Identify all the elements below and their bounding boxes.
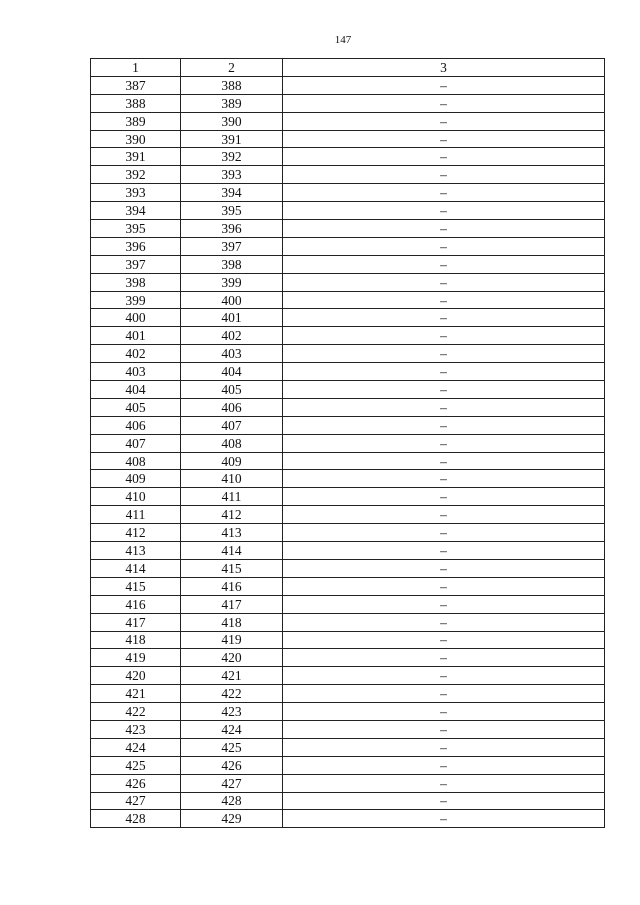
table-cell-col3: – (283, 273, 605, 291)
table-row (91, 595, 605, 613)
table-row (91, 166, 605, 184)
table-row (91, 112, 605, 130)
page-number: 147 (334, 34, 352, 46)
table-row (91, 291, 605, 309)
table-cell-col1: 406 (91, 416, 181, 434)
table-cell-col3: – (283, 470, 605, 488)
table-cell-col3: – (283, 381, 605, 399)
table-cell-col2: 424 (181, 720, 283, 738)
table-row (91, 631, 605, 649)
table-row (91, 309, 605, 327)
table-cell-col2: 422 (181, 685, 283, 703)
table-cell-col1: 422 (91, 703, 181, 721)
table-cell-col2: 401 (181, 309, 283, 327)
table-row (91, 720, 605, 738)
table-cell-col3: – (283, 577, 605, 595)
table-cell-col2: 423 (181, 703, 283, 721)
table-cell-col3: – (283, 667, 605, 685)
table-row (91, 613, 605, 631)
table-cell-col2: 419 (181, 631, 283, 649)
table-cell-col1: 399 (91, 291, 181, 309)
table-cell-col2: 427 (181, 774, 283, 792)
table-cell-col2: 400 (181, 291, 283, 309)
table-header (91, 59, 605, 77)
table-row (91, 416, 605, 434)
table-cell-col3: – (283, 255, 605, 273)
table-cell-col3: – (283, 810, 605, 828)
table-cell-col3: – (283, 542, 605, 560)
table-cell-col1: 415 (91, 577, 181, 595)
table-cell-col3: – (283, 327, 605, 345)
table-cell-col1: 420 (91, 667, 181, 685)
table-cell-col2: 398 (181, 255, 283, 273)
table-cell-col1: 409 (91, 470, 181, 488)
table-row (91, 434, 605, 452)
table-cell-col3: – (283, 130, 605, 148)
table-cell-col3: – (283, 595, 605, 613)
table-cell-col3: – (283, 703, 605, 721)
table-row (91, 148, 605, 166)
table-cell-col2: 413 (181, 524, 283, 542)
table-row (91, 130, 605, 148)
table-cell-col2: 408 (181, 434, 283, 452)
table-cell-col1: 401 (91, 327, 181, 345)
table-cell-col2: 388 (181, 76, 283, 94)
table-cell-col2: 415 (181, 559, 283, 577)
table-cell-col3: – (283, 291, 605, 309)
table-cell-col3: – (283, 398, 605, 416)
table-cell-col2: 392 (181, 148, 283, 166)
table-row (91, 649, 605, 667)
table-cell-col2: 395 (181, 202, 283, 220)
table-cell-col1: 388 (91, 94, 181, 112)
table-row (91, 202, 605, 220)
table-cell-col2: 396 (181, 220, 283, 238)
table-cell-col1: 393 (91, 184, 181, 202)
data-table (90, 58, 605, 828)
table-row (91, 667, 605, 685)
table-cell-col3: – (283, 738, 605, 756)
table-cell-col2: 412 (181, 506, 283, 524)
table-row (91, 810, 605, 828)
table-row (91, 220, 605, 238)
table-row (91, 452, 605, 470)
table-cell-col1: 426 (91, 774, 181, 792)
column-header-2: 2 (181, 59, 283, 77)
table-row (91, 398, 605, 416)
table-cell-col3: – (283, 345, 605, 363)
table-cell-col3: – (283, 613, 605, 631)
table-cell-col3: – (283, 363, 605, 381)
table-cell-col1: 400 (91, 309, 181, 327)
table-cell-col1: 407 (91, 434, 181, 452)
table-cell-col3: – (283, 416, 605, 434)
table-cell-col3: – (283, 184, 605, 202)
table-cell-col1: 421 (91, 685, 181, 703)
table-cell-col3: – (283, 756, 605, 774)
table-cell-col2: 421 (181, 667, 283, 685)
table-cell-col1: 425 (91, 756, 181, 774)
table-cell-col2: 407 (181, 416, 283, 434)
table-cell-col1: 414 (91, 559, 181, 577)
table-cell-col1: 404 (91, 381, 181, 399)
table-row (91, 774, 605, 792)
table-cell-col1: 397 (91, 255, 181, 273)
column-header-1: 1 (91, 59, 181, 77)
table-cell-col2: 410 (181, 470, 283, 488)
table-cell-col3: – (283, 649, 605, 667)
table-row (91, 685, 605, 703)
table-cell-col1: 411 (91, 506, 181, 524)
header-row (91, 59, 605, 77)
table-cell-col1: 390 (91, 130, 181, 148)
table-cell-col1: 413 (91, 542, 181, 560)
table-cell-col3: – (283, 112, 605, 130)
table-cell-col1: 394 (91, 202, 181, 220)
table-cell-col3: – (283, 685, 605, 703)
column-header-3: 3 (283, 59, 605, 77)
table-cell-col1: 427 (91, 792, 181, 810)
table-cell-col3: – (283, 166, 605, 184)
table-cell-col1: 424 (91, 738, 181, 756)
table-cell-col3: – (283, 434, 605, 452)
table-row (91, 506, 605, 524)
table-row (91, 470, 605, 488)
table-cell-col3: – (283, 94, 605, 112)
table-cell-col3: – (283, 720, 605, 738)
table-cell-col2: 391 (181, 130, 283, 148)
table-cell-col2: 416 (181, 577, 283, 595)
table-row (91, 94, 605, 112)
table-cell-col2: 405 (181, 381, 283, 399)
table-cell-col1: 410 (91, 488, 181, 506)
table-cell-col2: 389 (181, 94, 283, 112)
table-cell-col3: – (283, 237, 605, 255)
table-row (91, 792, 605, 810)
table-cell-col3: – (283, 148, 605, 166)
table-row (91, 237, 605, 255)
table-cell-col2: 403 (181, 345, 283, 363)
table-cell-col3: – (283, 220, 605, 238)
table-cell-col1: 408 (91, 452, 181, 470)
table-cell-col3: – (283, 631, 605, 649)
table-row (91, 738, 605, 756)
table-row (91, 381, 605, 399)
table-cell-col2: 411 (181, 488, 283, 506)
table-cell-col2: 402 (181, 327, 283, 345)
table-cell-col2: 394 (181, 184, 283, 202)
table-cell-col3: – (283, 524, 605, 542)
table-cell-col2: 426 (181, 756, 283, 774)
table-cell-col2: 414 (181, 542, 283, 560)
table-cell-col2: 429 (181, 810, 283, 828)
table-cell-col3: – (283, 309, 605, 327)
table-row (91, 577, 605, 595)
table-cell-col2: 404 (181, 363, 283, 381)
table-cell-col2: 418 (181, 613, 283, 631)
table-row (91, 703, 605, 721)
table-row (91, 327, 605, 345)
table-cell-col3: – (283, 774, 605, 792)
table-row (91, 273, 605, 291)
table-row (91, 255, 605, 273)
table-row (91, 184, 605, 202)
table-cell-col1: 389 (91, 112, 181, 130)
table-cell-col1: 391 (91, 148, 181, 166)
table-cell-col1: 428 (91, 810, 181, 828)
table-cell-col2: 393 (181, 166, 283, 184)
table-cell-col2: 417 (181, 595, 283, 613)
table-cell-col2: 428 (181, 792, 283, 810)
table-cell-col2: 425 (181, 738, 283, 756)
table-cell-col3: – (283, 506, 605, 524)
table-cell-col1: 418 (91, 631, 181, 649)
table-cell-col1: 398 (91, 273, 181, 291)
table-cell-col3: – (283, 452, 605, 470)
table-cell-col1: 405 (91, 398, 181, 416)
table-row (91, 345, 605, 363)
table-row (91, 756, 605, 774)
table-cell-col1: 423 (91, 720, 181, 738)
table-row (91, 524, 605, 542)
table-cell-col1: 387 (91, 76, 181, 94)
table-row (91, 363, 605, 381)
table-row (91, 542, 605, 560)
table-cell-col1: 419 (91, 649, 181, 667)
table-cell-col1: 392 (91, 166, 181, 184)
table-body (91, 76, 605, 827)
table-cell-col1: 417 (91, 613, 181, 631)
table-cell-col2: 390 (181, 112, 283, 130)
table-cell-col2: 409 (181, 452, 283, 470)
table-cell-col2: 399 (181, 273, 283, 291)
table-cell-col2: 406 (181, 398, 283, 416)
table-cell-col3: – (283, 76, 605, 94)
table-cell-col3: – (283, 792, 605, 810)
table-cell-col2: 397 (181, 237, 283, 255)
table-cell-col3: – (283, 488, 605, 506)
table-row (91, 488, 605, 506)
table-cell-col1: 395 (91, 220, 181, 238)
table-cell-col1: 402 (91, 345, 181, 363)
table-row (91, 559, 605, 577)
table-cell-col2: 420 (181, 649, 283, 667)
table-cell-col1: 396 (91, 237, 181, 255)
table-cell-col3: – (283, 202, 605, 220)
table-cell-col3: – (283, 559, 605, 577)
table-cell-col1: 416 (91, 595, 181, 613)
table-row (91, 76, 605, 94)
table-cell-col1: 403 (91, 363, 181, 381)
table-cell-col1: 412 (91, 524, 181, 542)
